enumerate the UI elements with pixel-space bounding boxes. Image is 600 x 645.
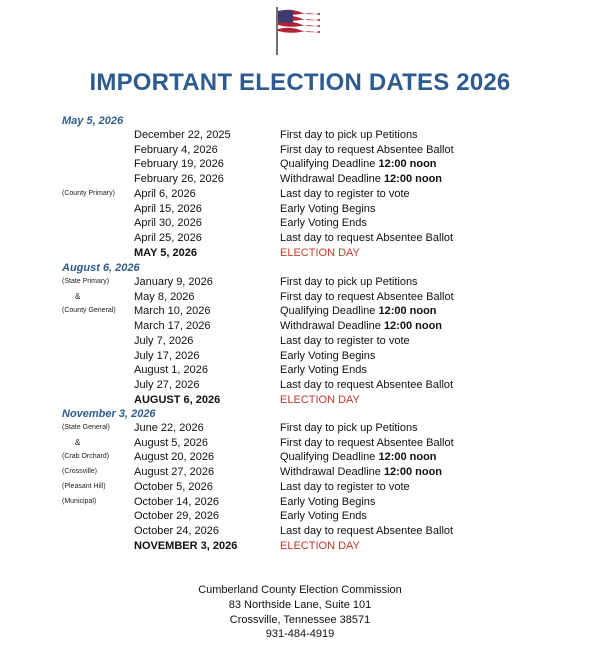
footer-line-city: Crossville, Tennessee 38571 (229, 613, 371, 626)
election-type-note: (State Primary) (62, 278, 110, 285)
event-cell (280, 187, 410, 202)
date-cell: April 25, 2026 (134, 231, 202, 244)
date-cell: NOVEMBER 3, 2026 (134, 539, 238, 552)
date-row (0, 509, 600, 524)
date-cell: July 17, 2026 (134, 349, 200, 362)
date-row (0, 187, 600, 202)
date-row (0, 275, 600, 290)
event-cell (280, 450, 437, 465)
date-cell: MAY 5, 2026 (134, 246, 197, 259)
date-row (0, 363, 600, 378)
event-cell (280, 393, 360, 408)
event-text: Qualifying Deadline (280, 158, 379, 171)
event-cell (280, 421, 418, 436)
date-row (0, 436, 600, 451)
deadline-time: 12:00 noon (378, 158, 437, 171)
event-text: Qualifying Deadline (280, 305, 379, 318)
date-cell: October 5, 2026 (134, 480, 213, 493)
event-text: Last day to request Absentee Ballot (280, 378, 454, 391)
event-text: First day to request Absentee Ballot (280, 143, 454, 156)
event-cell (280, 465, 442, 480)
event-cell (280, 378, 453, 393)
event-cell (280, 231, 453, 246)
election-day-row (0, 539, 600, 554)
date-cell: February 19, 2026 (134, 158, 224, 171)
event-text: Early Voting Begins (280, 202, 376, 215)
event-cell (280, 304, 437, 319)
event-cell (280, 480, 410, 495)
event-text: Withdrawal Deadline (280, 320, 384, 333)
event-text: Last day to request Absentee Ballot (280, 524, 454, 537)
page-title: IMPORTANT ELECTION DATES 2026 (89, 69, 511, 96)
date-row (0, 231, 600, 246)
event-cell (280, 157, 437, 172)
date-row (0, 143, 600, 158)
footer-line-phone: 931-484-4919 (265, 628, 335, 641)
date-cell: October 24, 2026 (134, 524, 220, 537)
event-text: ELECTION DAY (280, 246, 360, 259)
event-text: ELECTION DAY (280, 539, 360, 552)
section-heading: August 6, 2026 (62, 262, 140, 274)
deadline-time: 12:00 noon (378, 451, 437, 464)
event-cell (280, 363, 367, 378)
footer-line-address: 83 Northside Lane, Suite 101 (228, 598, 372, 611)
date-row (0, 465, 600, 480)
date-cell: March 10, 2026 (134, 305, 211, 318)
event-cell (280, 539, 360, 554)
date-cell: May 8, 2026 (134, 290, 195, 303)
event-cell (280, 334, 410, 349)
date-row (0, 349, 600, 364)
contact-footer (0, 583, 600, 642)
deadline-time: 12:00 noon (383, 173, 443, 186)
event-cell (280, 509, 367, 524)
date-cell: April 30, 2026 (134, 217, 202, 230)
section-heading: November 3, 2026 (62, 408, 156, 420)
date-cell: February 4, 2026 (134, 143, 218, 156)
event-text: First day to pick up Petitions (280, 276, 418, 288)
event-cell (280, 216, 367, 231)
deadline-time: 12:00 noon (378, 305, 437, 318)
event-text: First day to request Absentee Ballot (280, 290, 454, 303)
date-row (0, 421, 600, 436)
american-flag-icon (274, 5, 322, 55)
event-text: Early Voting Ends (280, 217, 367, 230)
election-day-row (0, 393, 600, 408)
date-cell: June 22, 2026 (134, 422, 204, 434)
section-heading: May 5, 2026 (62, 115, 124, 127)
election-type-note: (Crab Orchard) (62, 453, 110, 461)
election-day-row (0, 246, 600, 261)
date-row (0, 450, 600, 465)
election-type-note: (Municipal) (62, 497, 97, 505)
date-cell: March 17, 2026 (134, 320, 211, 333)
footer-line-organization: Cumberland County Election Commission (198, 584, 402, 596)
event-text: First day to request Absentee Ballot (280, 436, 454, 449)
date-cell: December 22, 2025 (134, 129, 231, 141)
date-row (0, 334, 600, 349)
event-text: Early Voting Ends (280, 510, 367, 523)
event-text: Withdrawal Deadline (280, 173, 384, 186)
election-type-note: (County General) (62, 307, 116, 315)
date-cell: August 5, 2026 (134, 436, 209, 449)
deadline-time: 12:00 noon (383, 466, 443, 479)
date-row (0, 157, 600, 172)
date-cell: August 27, 2026 (134, 466, 215, 479)
date-cell: July 27, 2026 (134, 378, 200, 391)
event-cell (280, 202, 375, 217)
date-row (0, 128, 600, 143)
date-row (0, 319, 600, 334)
event-text: Last day to register to vote (280, 480, 410, 493)
date-cell: October 29, 2026 (134, 510, 220, 523)
event-cell (280, 319, 442, 334)
event-text: Last day to register to vote (280, 334, 410, 347)
event-text: Early Voting Begins (280, 495, 376, 508)
event-cell (280, 172, 442, 187)
date-row (0, 524, 600, 539)
date-row (0, 290, 600, 305)
event-cell (280, 524, 453, 539)
date-row (0, 378, 600, 393)
event-cell (280, 246, 360, 261)
event-cell (280, 495, 375, 510)
event-text: First day to pick up Petitions (280, 422, 418, 434)
election-type-note: & (75, 437, 81, 447)
event-text: ELECTION DAY (280, 393, 360, 406)
event-cell (280, 290, 454, 305)
date-cell: February 26, 2026 (134, 173, 224, 186)
date-cell: AUGUST 6, 2026 (134, 393, 221, 406)
event-text: Last day to register to vote (280, 187, 410, 200)
election-type-note: & (75, 291, 81, 301)
date-cell: April 6, 2026 (134, 187, 196, 200)
event-text: Qualifying Deadline (280, 451, 379, 464)
event-text: Withdrawal Deadline (280, 466, 384, 479)
event-text: Early Voting Ends (280, 364, 367, 377)
date-cell: October 14, 2026 (134, 495, 220, 508)
date-cell: January 9, 2026 (134, 276, 213, 288)
event-text: First day to pick up Petitions (280, 129, 418, 141)
event-text: Early Voting Begins (280, 349, 376, 362)
date-cell: July 7, 2026 (134, 334, 194, 347)
election-type-note: (County Primary) (62, 189, 115, 197)
date-row (0, 480, 600, 495)
event-cell (280, 436, 454, 451)
event-text: Last day to request Absentee Ballot (280, 231, 454, 244)
event-cell (280, 275, 418, 290)
election-type-note: (Crossville) (62, 468, 97, 476)
event-cell (280, 143, 454, 158)
date-row (0, 216, 600, 231)
date-cell: April 15, 2026 (134, 202, 202, 215)
date-cell: August 20, 2026 (134, 451, 215, 464)
event-cell (280, 349, 375, 364)
election-type-note: (State General) (62, 424, 110, 431)
event-cell (280, 128, 418, 143)
date-row (0, 172, 600, 187)
election-type-note: (Pleasant Hill) (62, 482, 106, 490)
date-row (0, 304, 600, 319)
date-row (0, 202, 600, 217)
date-row (0, 495, 600, 510)
deadline-time: 12:00 noon (383, 320, 443, 333)
date-cell: August 1, 2026 (134, 364, 209, 377)
